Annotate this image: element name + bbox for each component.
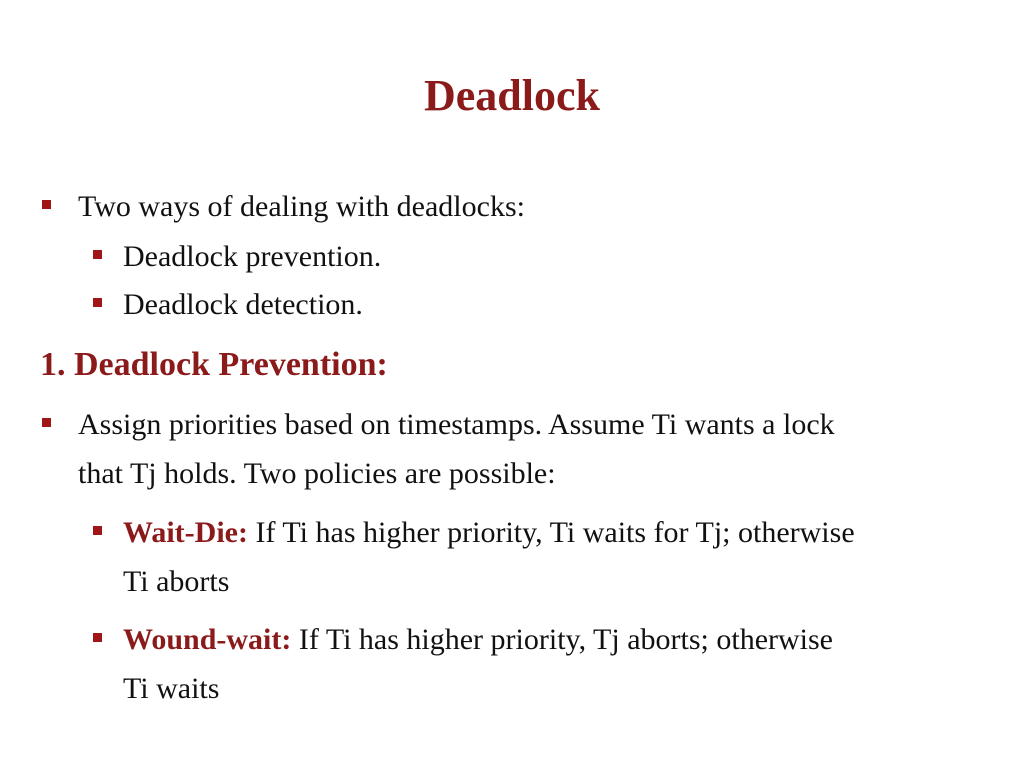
policy-term: Wait-Die: xyxy=(123,516,248,549)
square-bullet-icon xyxy=(93,250,102,259)
square-bullet-icon xyxy=(42,418,51,427)
bullet-text: Deadlock detection. xyxy=(123,288,363,321)
square-bullet-icon xyxy=(93,633,102,642)
policy-line-continued: Ti waits xyxy=(123,672,220,705)
policy-term: Wound-wait: xyxy=(123,623,292,656)
policy-description: If Ti has higher priority, Tj aborts; otherwise xyxy=(291,623,833,656)
bullet-text-line: that Tj holds. Two policies are possible: xyxy=(78,457,556,490)
square-bullet-icon xyxy=(93,298,102,307)
policy-line-continued: Ti aborts xyxy=(123,565,230,598)
bullet-text: Deadlock prevention. xyxy=(123,240,382,273)
section-heading: 1. Deadlock Prevention: xyxy=(40,346,388,383)
bullet-text-line: Assign priorities based on timestamps. Assume Ti wants a lock xyxy=(78,408,835,441)
square-bullet-icon xyxy=(93,526,102,535)
slide-title: Deadlock xyxy=(424,71,600,120)
bullet-text: Two ways of dealing with deadlocks: xyxy=(78,190,525,223)
square-bullet-icon xyxy=(42,200,51,209)
policy-line xyxy=(123,508,855,557)
policy-description: If Ti has higher priority, Ti waits for Tj; otherwise xyxy=(247,516,855,549)
policy-line xyxy=(123,615,833,664)
